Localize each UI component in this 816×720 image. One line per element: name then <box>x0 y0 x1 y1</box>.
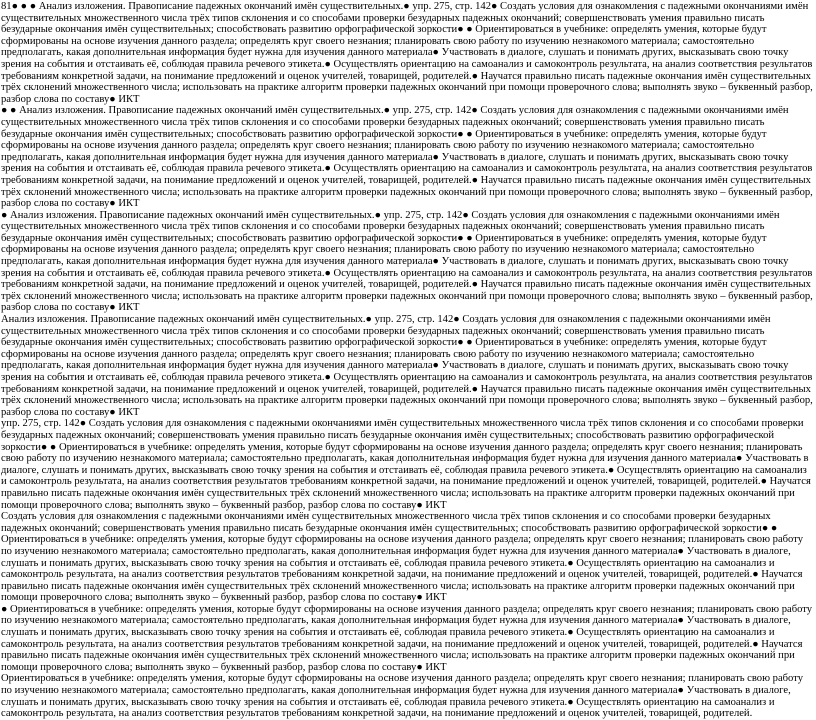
paragraph-2: ● ● Анализ изложения. Правописание падежных окончаний имён существительных.● упр. 275, стр. 142● Создать условия для ознакомления с падежными окончаниями имён существительных множественного числа трёх типов склонения и со способами проверки безударных падежных окончаний; совершенствовать умения правильно писать безударные окончания имён существительных; способствовать развитию орфографической зоркости● ● Ориентироваться в учебнике: определять умения, которые будут сформированы на основе изучения данного раздела; определять круг своего незнания; планировать свою работу по изучению незнакомого материала; самостоятельно предполагать, какая дополнительная информация будет нужна для изучения данного материала● Участвовать в диалоге, слушать и понимать других, высказывать свою точку зрения на события и отстаивать её, соблюдая правила речевого этикета.● Осуществлять ориентацию на самоанализ и самоконтроль результата, на анализ соответствия результатов требованиям конкретной задачи, на понимание предложений и оценок учителей, товарищей, родителей.● Научатся правильно писать падежные окончания имён существительных трёх склонений множественного числа; использовать на практике алгоритм проверки падежных окончаний при помощи проверочного слова; выполнять звуко – буквенный разбор, разбор слова по составу● ИКТ <box>1 105 813 210</box>
paragraph-6: Создать условия для ознакомления с падежными окончаниями имён существительных множественного числа трёх типов склонения и со способами проверки безударных падежных окончаний; совершенствовать умения правильно писать безударные окончания имён существительных; способствовать развитию орфографической зоркости● ● Ориентироваться в учебнике: определять умения, которые будут сформированы на основе изучения данного раздела; определять круг своего незнания; планировать свою работу по изучению незнакомого материала; самостоятельно предполагать, какая дополнительная информация будет нужна для изучения данного материала● Участвовать в диалоге, слушать и понимать других, высказывать свою точку зрения на события и отстаивать её, соблюдая правила речевого этикета.● Осуществлять ориентацию на самоанализ и самоконтроль результата, на анализ соответствия результатов требованиям конкретной задачи, на понимание предложений и оценок учителей, товарищей, родителей.● Научатся правильно писать падежные окончания имён существительных трёх склонений множественного числа; использовать на практике алгоритм проверки падежных окончаний при помощи проверочного слова; выполнять звуко – буквенный разбор, разбор слова по составу● ИКТ <box>1 511 804 604</box>
document-body <box>1 1 813 720</box>
paragraph-5: упр. 275, стр. 142● Создать условия для ознакомления с падежными окончаниями имён существительных множественного числа трёх типов склонения и со способами проверки безударных падежных окончаний; совершенствовать умения правильно писать безударные окончания имён существительных; способствовать развитию орфографической зоркости● ● Ориентироваться в учебнике: определять умения, которые будут сформированы на основе изучения данного раздела; определять круг своего незнания; планировать свою работу по изучению незнакомого материала; самостоятельно предполагать, какая дополнительная информация будет нужна для изучения данного материала● Участвовать в диалоге, слушать и понимать других, высказывать свою точку зрения на события и отстаивать её, соблюдая правила речевого этикета.● Осуществлять ориентацию на самоанализ и самоконтроль результата, на анализ соответствия результатов требованиям конкретной задачи, на понимание предложений и оценок учителей, товарищей, родителей.● Научатся правильно писать падежные окончания имён существительных трёх склонений множественного числа; использовать на практике алгоритм проверки падежных окончаний при помощи проверочного слова; выполнять звуко – буквенный разбор, разбор слова по составу● ИКТ <box>1 418 811 511</box>
paragraph-3: ● Анализ изложения. Правописание падежных окончаний имён существительных.● упр. 275, стр. 142● Создать условия для ознакомления с падежными окончаниями имён существительных множественного числа трёх типов склонения и со способами проверки безударных падежных окончаний; совершенствовать умения правильно писать безударные окончания имён существительных; способствовать развитию орфографической зоркости● ● Ориентироваться в учебнике: определять умения, которые будут сформированы на основе изучения данного раздела; определять круг своего незнания; планировать свою работу по изучению незнакомого материала; самостоятельно предполагать, какая дополнительная информация будет нужна для изучения данного материала● Участвовать в диалоге, слушать и понимать других, высказывать свою точку зрения на события и отстаивать её, соблюдая правила речевого этикета.● Осуществлять ориентацию на самоанализ и самоконтроль результата, на анализ соответствия результатов требованиям конкретной задачи, на понимание предложений и оценок учителей, товарищей, родителей.● Научатся правильно писать падежные окончания имён существительных трёх склонений множественного числа; использовать на практике алгоритм проверки падежных окончаний при помощи проверочного слова; выполнять звуко – буквенный разбор, разбор слова по составу● ИКТ <box>1 209 813 314</box>
paragraph-4: Анализ изложения. Правописание падежных окончаний имён существительных.● упр. 275, стр. 142● Создать условия для ознакомления с падежными окончаниями имён существительных множественного числа трёх типов склонения и со способами проверки безударных падежных окончаний; совершенствовать умения правильно писать безударные окончания имён существительных; способствовать развитию орфографической зоркости● ● Ориентироваться в учебнике: определять умения, которые будут сформированы на основе изучения данного раздела; определять круг своего незнания; планировать свою работу по изучению незнакомого материала; самостоятельно предполагать, какая дополнительная информация будет нужна для изучения данного материала● Участвовать в диалоге, слушать и понимать других, высказывать свою точку зрения на события и отстаивать её, соблюдая правила речевого этикета.● Осуществлять ориентацию на самоанализ и самоконтроль результата, на анализ соответствия результатов требованиям конкретной задачи, на понимание предложений и оценок учителей, товарищей, родителей.● Научатся правильно писать падежные окончания имён существительных трёх склонений множественного числа; использовать на практике алгоритм проверки падежных окончаний при помощи проверочного слова; выполнять звуко – буквенный разбор, разбор слова по составу● ИКТ <box>1 314 813 418</box>
paragraph-1: 81● ● ● Анализ изложения. Правописание падежных окончаний имён существительных.● упр. 275, стр. 142● Создать условия для ознакомления с падежными окончаниями имён существительных множественного числа трёх типов склонения и со способами проверки безударных падежных окончаний; совершенствовать умения правильно писать безударные окончания имён существительных; способствовать развитию орфографической зоркости● ● Ориентироваться в учебнике: определять умения, которые будут сформированы на основе изучения данного раздела; определять круг своего незнания; планировать свою работу по изучению незнакомого материала; самостоятельно предполагать, какая дополнительная информация будет нужна для изучения данного материала● Участвовать в диалоге, слушать и понимать других, высказывать свою точку зрения на события и отстаивать её, соблюдая правила речевого этикета.● Осуществлять ориентацию на самоанализ и самоконтроль результата, на анализ соответствия результатов требованиям конкретной задачи, на понимание предложений и оценок учителей, товарищей, родителей.● Научатся правильно писать падежные окончания имён существительных трёх склонений множественного числа; использовать на практике алгоритм проверки падежных окончаний при помощи проверочного слова; выполнять звуко – буквенный разбор, разбор слова по составу● ИКТ <box>1 1 813 105</box>
paragraph-7: ● Ориентироваться в учебнике: определять умения, которые будут сформированы на основе изучения данного раздела; определять круг своего незнания; планировать свою работу по изучению незнакомого материала; самостоятельно предполагать, какая дополнительная информация будет нужна для изучения данного материала● Участвовать в диалоге, слушать и понимать других, высказывать свою точку зрения на события и отстаивать её, соблюдая правила речевого этикета.● Осуществлять ориентацию на самоанализ и самоконтроль результата, на анализ соответствия результатов требованиям конкретной задачи, на понимание предложений и оценок учителей, товарищей, родителей.● Научатся правильно писать падежные окончания имён существительных трёх склонений множественного числа; использовать на практике алгоритм проверки падежных окончаний при помощи проверочного слова; выполнять звуко – буквенный разбор, разбор слова по составу● ИКТ <box>1 603 813 673</box>
paragraph-8: Ориентироваться в учебнике: определять умения, которые будут сформированы на основе изучения данного раздела; определять круг своего незнания; планировать свою работу по изучению незнакомого материала; самостоятельно предполагать, какая дополнительная информация будет нужна для изучения данного материала● Участвовать в диалоге, слушать и понимать других, высказывать свою точку зрения на события и отстаивать её, соблюдая правила речевого этикета.● Осуществлять ориентацию на самоанализ и самоконтроль результата, на анализ соответствия результатов требованиям конкретной задачи, на понимание предложений и оценок учителей, товарищей, родителей. <box>1 673 804 720</box>
